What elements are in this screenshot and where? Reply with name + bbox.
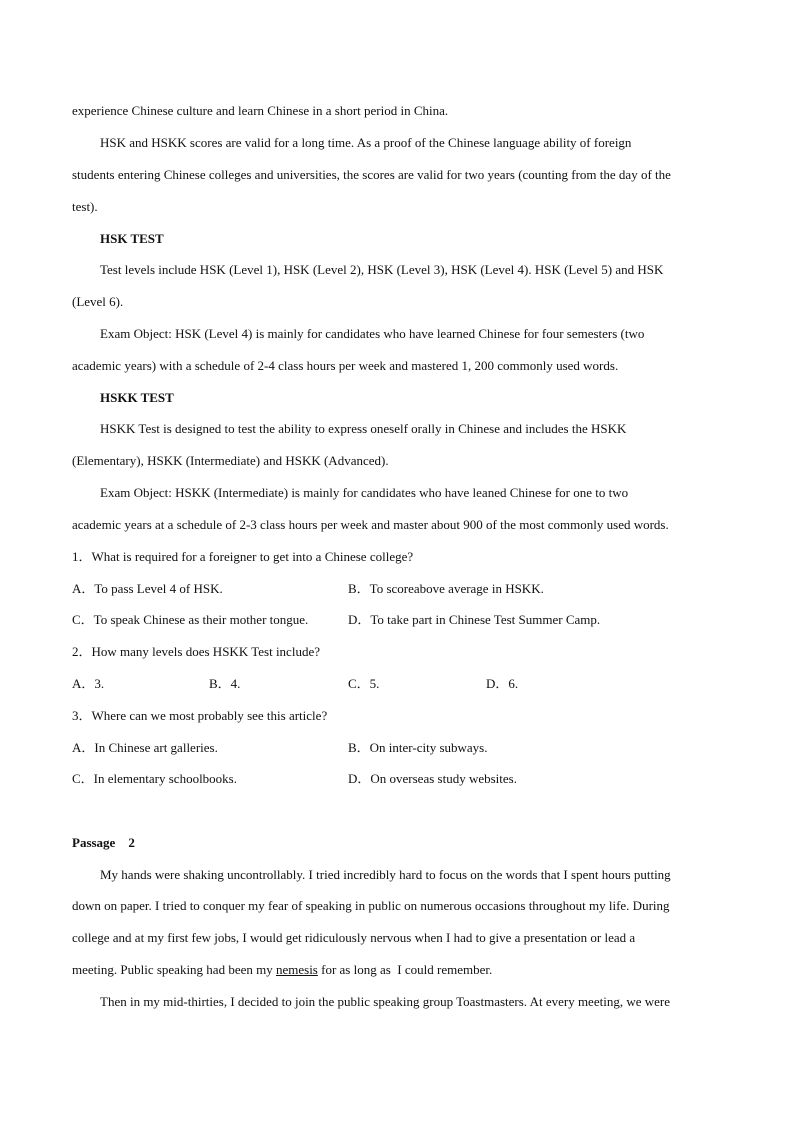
paragraph-line: Test levels include HSK (Level 1), HSK (Level 2), HSK (Level 3), HSK (Level 4). HSK (Level 5) and HSK <box>100 262 664 277</box>
paragraph-line: academic years) with a schedule of 2-4 class hours per week and mastered 1, 200 commonly used words. <box>72 358 619 373</box>
underlined-word: nemesis <box>275 962 318 977</box>
text-run: meeting. Public speaking had been my <box>72 962 276 977</box>
answer-option: D．6. <box>486 676 519 691</box>
passage-title: Passage 2 <box>72 835 135 850</box>
paragraph-line <box>72 962 492 978</box>
question-stem: 1．What is required for a foreigner to get into a Chinese college? <box>72 549 414 564</box>
paragraph-line: Then in my mid-thirties, I decided to join the public speaking group Toastmasters. At every meeting, we were <box>100 994 670 1009</box>
paragraph-line: HSK and HSKK scores are valid for a long time. As a proof of the Chinese language ability of foreign <box>100 135 632 150</box>
answer-option: C．To speak Chinese as their mother tongue. <box>72 612 309 627</box>
question-stem: 3．Where can we most probably see this article? <box>72 708 328 723</box>
paragraph-line: (Elementary), HSKK (Intermediate) and HSKK (Advanced). <box>72 453 389 468</box>
answer-option: C．5. <box>348 676 380 691</box>
paragraph-line: HSKK Test is designed to test the ability to express oneself orally in Chinese and includes the HSKK <box>100 421 627 436</box>
paragraph-line: experience Chinese culture and learn Chinese in a short period in China. <box>72 103 449 118</box>
paragraph-line: My hands were shaking uncontrollably. I tried incredibly hard to focus on the words that I spent hours putting <box>100 867 671 882</box>
question-stem: 2．How many levels does HSKK Test include? <box>72 644 320 659</box>
paragraph-line: Exam Object: HSK (Level 4) is mainly for candidates who have learned Chinese for four semesters (two <box>100 326 645 341</box>
paragraph-line: academic years at a schedule of 2-3 class hours per week and master about 900 of the most commonly used words. <box>72 517 669 532</box>
section-heading-hsk: HSK TEST <box>100 231 164 246</box>
paragraph-line: (Level 6). <box>72 294 124 309</box>
answer-option: C．In elementary schoolbooks. <box>72 771 237 786</box>
answer-option: A．In Chinese art galleries. <box>72 740 218 755</box>
paragraph-line: college and at my first few jobs, I would get ridiculously nervous when I had to give a presentation or lead a <box>72 930 636 945</box>
answer-option: B．4. <box>209 676 241 691</box>
answer-option: A．3. <box>72 676 105 691</box>
paragraph-line: students entering Chinese colleges and universities, the scores are valid for two years (counting from the day of the <box>72 167 671 182</box>
paragraph-line: test). <box>72 199 98 214</box>
section-heading-hskk: HSKK TEST <box>100 390 174 405</box>
paragraph-line: down on paper. I tried to conquer my fear of speaking in public on numerous occasions throughout my life. During <box>72 898 670 913</box>
answer-option: D．To take part in Chinese Test Summer Camp. <box>348 612 601 627</box>
answer-option: B．On inter-city subways. <box>348 740 488 755</box>
paragraph-line: Exam Object: HSKK (Intermediate) is mainly for candidates who have leaned Chinese for one to two <box>100 485 629 500</box>
text-run: for as long as I could remember. <box>317 962 493 977</box>
answer-option: D．On overseas study websites. <box>348 771 517 786</box>
answer-option: B．To scoreabove average in HSKK. <box>348 581 544 596</box>
answer-option: A．To pass Level 4 of HSK. <box>72 581 223 596</box>
